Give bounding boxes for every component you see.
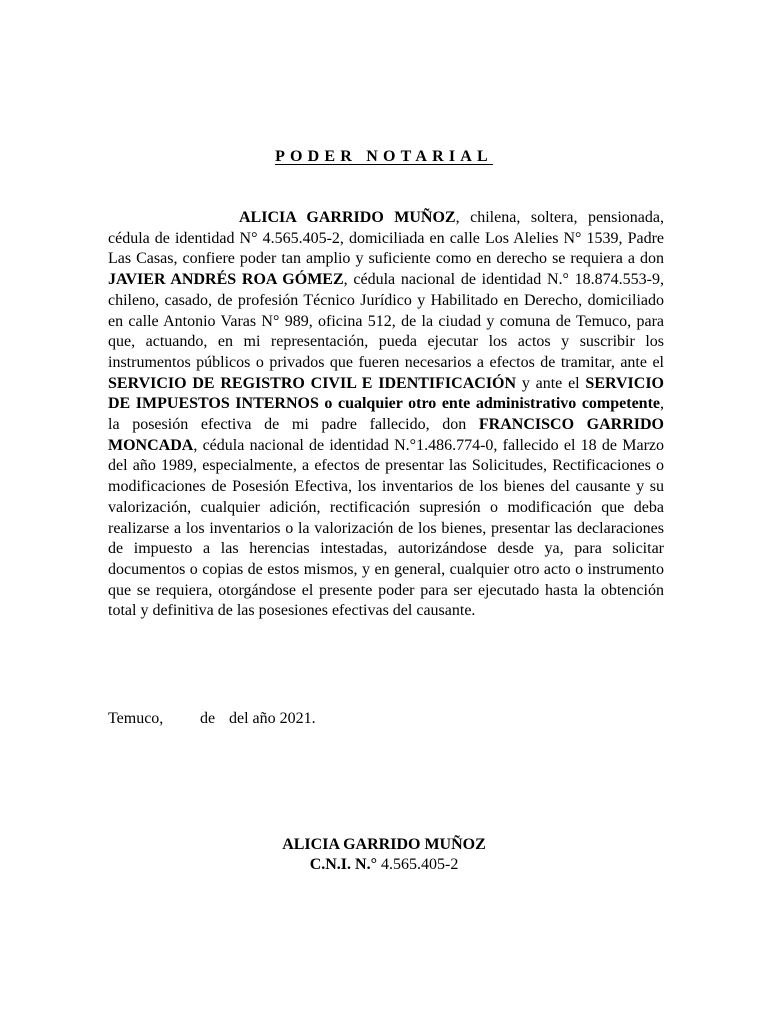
agency-impuestos-internos: SERVICIO DE IMPUESTOS INTERNOS o cualquier otro ente administrativo competente bbox=[108, 374, 664, 413]
body-segment-3: y ante el bbox=[516, 374, 586, 392]
body-segment-5: , cédula nacional de identidad N.°1.486.774-0, fallecido el 18 de Marzo del año 1989, especialmente, a efectos de presentar las Solicitudes, Rectificaciones o modificaciones de Posesión Efectiva, los inventarios de los bienes del causante y su valorización, cualquier adición, rectificación supresión o modificación que deba realizarse a los inventarios o la valorización de los bienes, presentar las declaraciones de impuesto a las herencias intestadas, autorizándose desde ya, para solicitar documentos o copias de estos mismos, y en general, cualquier otro acto o instrumento que se requiera, otorgándose el presente poder para ser ejecutado hasta la obtención total y definitiva de las posesiones efectivas del causante. bbox=[108, 436, 664, 620]
body-segment-4: , la posesión efectiva de mi padre fallecido, don bbox=[108, 395, 664, 434]
body-segment-1: , chilena, soltera, pensionada, cédula de identidad N° 4.565.405-2, domiciliada en calle Los Alelies N° 1539, Padre Las Casas, confiere poder tan amplio y suficiente como en derecho se requiera a don bbox=[108, 209, 664, 268]
signature-id-number: 4.565.405-2 bbox=[376, 856, 459, 873]
attorney-name: JAVIER ANDRÉS ROA GÓMEZ bbox=[108, 271, 344, 289]
deceased-name: FRANCISCO GARRIDO MONCADA bbox=[108, 416, 664, 454]
document-title: PODER NOTARIAL bbox=[275, 148, 493, 165]
date-city: Temuco, bbox=[108, 710, 164, 727]
document-body bbox=[108, 208, 664, 622]
date-year: del año 2021. bbox=[229, 710, 316, 727]
signature-name: ALICIA GARRIDO MUÑOZ bbox=[282, 836, 486, 853]
agency-registro-civil: SERVICIO DE REGISTRO CIVIL E IDENTIFICACIÓN bbox=[108, 374, 517, 392]
signature-id bbox=[0, 855, 768, 875]
body-segment-2: , cédula nacional de identidad N.° 18.874.553-9, chileno, casado, de profesión Técnico Jurídico y Habilitado en Derecho, domiciliado en calle Antonio Varas N° 989, oficina 512, de la ciudad y comuna de Temuco, para que, actuando, en mi representación, pueda ejecutar los actos y suscribir los instrumentos públicos o privados que fueren necesarios a efectos de tramitar, ante el bbox=[108, 271, 664, 371]
date-line bbox=[108, 709, 316, 729]
grantor-name: ALICIA GARRIDO MUÑOZ bbox=[239, 209, 456, 226]
signature-id-label: C.N.I. N.° bbox=[309, 856, 377, 873]
date-de: de bbox=[200, 710, 216, 727]
